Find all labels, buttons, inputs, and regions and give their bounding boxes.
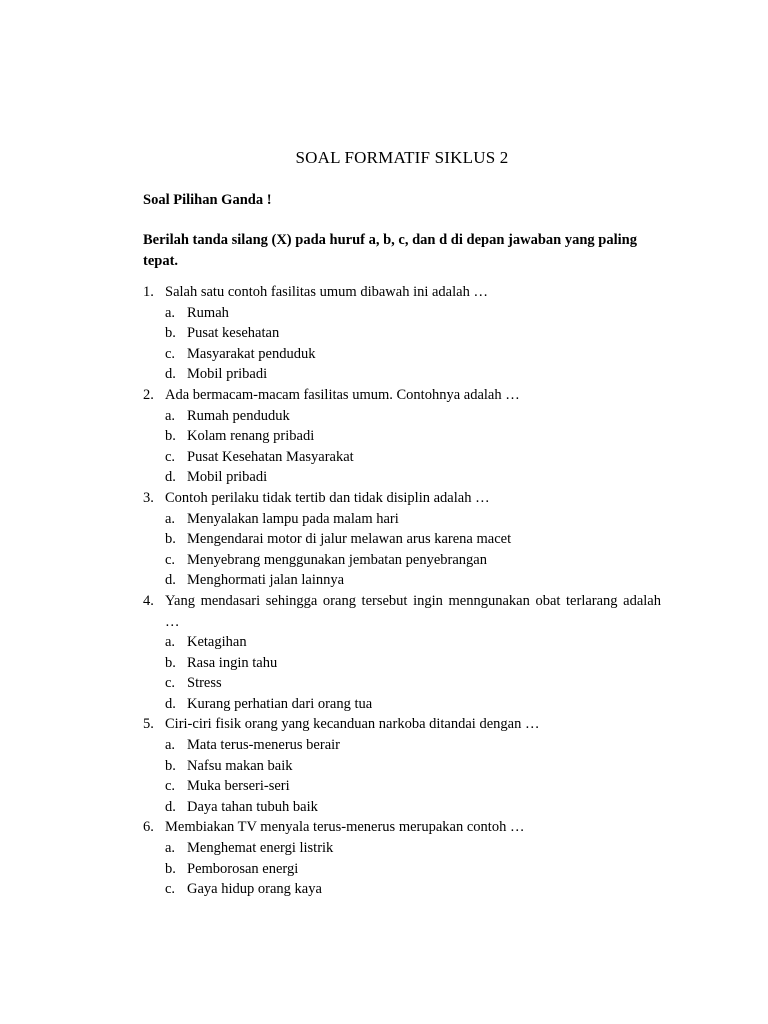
question-row <box>143 488 661 509</box>
option-text: Pemborosan energi <box>187 860 299 877</box>
option-item <box>165 776 661 797</box>
option-text: Ketagihan <box>187 634 247 651</box>
option-letter: a. <box>165 407 176 424</box>
option-text: Muka berseri-seri <box>187 778 290 795</box>
question-item <box>143 488 661 591</box>
option-item <box>165 756 661 777</box>
question-text: Contoh perilaku tidak tertib dan tidak disiplin adalah … <box>165 489 490 506</box>
option-text: Menyebrang menggunakan jembatan penyebrangan <box>187 551 487 568</box>
option-item <box>165 879 661 900</box>
option-item <box>165 735 661 756</box>
document-title: SOAL FORMATIF SIKLUS 2 <box>295 148 509 167</box>
option-item <box>165 323 661 344</box>
option-text: Menghemat energi listrik <box>187 840 334 857</box>
option-text: Menyalakan lampu pada malam hari <box>187 510 399 527</box>
question-text: Ciri-ciri fisik orang yang kecanduan narkoba ditandai dengan … <box>165 716 540 733</box>
option-item <box>165 632 661 653</box>
option-text: Rumah penduduk <box>187 407 290 424</box>
option-item <box>165 838 661 859</box>
question-item <box>143 385 661 488</box>
option-item <box>165 406 661 427</box>
option-text: Mobil pribadi <box>187 469 268 486</box>
question-item <box>143 817 661 899</box>
option-text: Gaya hidup orang kaya <box>187 881 322 898</box>
option-letter: d. <box>165 572 176 589</box>
section-heading: Soal Pilihan Ganda ! <box>143 192 272 208</box>
question-item <box>143 282 661 385</box>
option-letter: a. <box>165 737 176 754</box>
option-text: Mobil pribadi <box>187 366 268 383</box>
question-list <box>143 282 661 900</box>
option-item <box>165 344 661 365</box>
option-letter: a. <box>165 510 176 527</box>
question-text: Membiakan TV menyala terus-menerus merupakan contoh … <box>165 819 525 836</box>
option-text: Stress <box>187 675 222 692</box>
option-text: Masyarakat penduduk <box>187 345 316 362</box>
option-text: Rumah <box>187 304 229 321</box>
option-letter: b. <box>165 654 176 671</box>
question-row <box>143 591 661 632</box>
option-letter: c. <box>165 345 176 362</box>
option-text: Rasa ingin tahu <box>187 654 278 671</box>
option-list <box>143 838 661 900</box>
question-text: Ada bermacam-macam fasilitas umum. Contohnya adalah … <box>165 386 520 403</box>
option-item <box>165 426 661 447</box>
option-item <box>165 364 661 385</box>
option-item <box>165 797 661 818</box>
option-text: Pusat Kesehatan Masyarakat <box>187 448 354 465</box>
option-text: Pusat kesehatan <box>187 325 280 342</box>
question-number: 2. <box>143 386 154 403</box>
option-letter: c. <box>165 675 176 692</box>
question-number: 1. <box>143 284 154 300</box>
option-text: Nafsu makan baik <box>187 757 293 774</box>
question-row <box>143 282 661 303</box>
option-item <box>165 529 661 550</box>
document-page <box>143 146 661 900</box>
option-letter: b. <box>165 428 176 445</box>
question-text: Yang mendasari sehingga orang tersebut ingin menngunakan obat terlarang adalah … <box>165 592 661 630</box>
option-item <box>165 509 661 530</box>
option-letter: d. <box>165 366 176 383</box>
option-item <box>165 653 661 674</box>
question-item <box>143 714 661 817</box>
option-letter: b. <box>165 325 176 342</box>
question-number: 6. <box>143 819 154 836</box>
question-text: Salah satu contoh fasilitas umum dibawah ini adalah … <box>165 284 488 300</box>
option-letter: c. <box>165 551 176 568</box>
option-letter: c. <box>165 881 176 898</box>
option-text: Kurang perhatian dari orang tua <box>187 695 373 712</box>
option-text: Mata terus-menerus berair <box>187 737 340 754</box>
option-letter: b. <box>165 531 176 548</box>
question-row <box>143 817 661 838</box>
question-row <box>143 714 661 735</box>
question-number: 4. <box>143 592 154 609</box>
option-letter: b. <box>165 860 176 877</box>
option-item <box>165 859 661 880</box>
option-letter: d. <box>165 695 176 712</box>
option-list <box>143 303 661 385</box>
option-text: Kolam renang pribadi <box>187 428 315 445</box>
option-text: Daya tahan tubuh baik <box>187 798 318 815</box>
question-row <box>143 385 661 406</box>
option-item <box>165 447 661 468</box>
option-letter: a. <box>165 840 176 857</box>
option-text: Menghormati jalan lainnya <box>187 572 345 589</box>
instruction-text: Berilah tanda silang (X) pada huruf a, b, c, dan d di depan jawaban yang paling tepat. <box>143 232 637 269</box>
question-item <box>143 591 661 715</box>
option-item <box>165 303 661 324</box>
option-item <box>165 673 661 694</box>
option-item <box>165 467 661 488</box>
option-item <box>165 550 661 571</box>
question-number: 5. <box>143 716 154 733</box>
option-letter: c. <box>165 778 176 795</box>
option-letter: a. <box>165 634 176 651</box>
option-letter: d. <box>165 469 176 486</box>
question-number: 3. <box>143 489 154 506</box>
option-item <box>165 570 661 591</box>
option-letter: a. <box>165 304 176 321</box>
option-text: Mengendarai motor di jalur melawan arus karena macet <box>187 531 512 548</box>
option-letter: b. <box>165 757 176 774</box>
option-list <box>143 735 661 817</box>
option-list <box>143 406 661 488</box>
option-list <box>143 509 661 591</box>
option-item <box>165 694 661 715</box>
option-letter: c. <box>165 448 176 465</box>
option-list <box>143 632 661 714</box>
option-letter: d. <box>165 798 176 815</box>
